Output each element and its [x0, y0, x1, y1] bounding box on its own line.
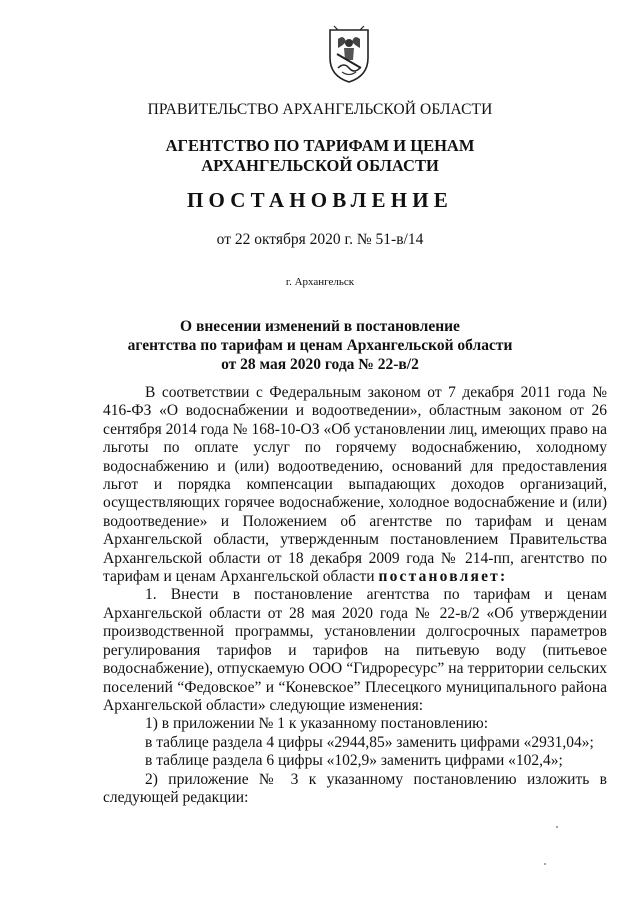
- document-subject: [0, 317, 640, 374]
- scan-speck: [556, 826, 558, 828]
- subject-line-2: агентства по тарифам и ценам Архангельской области: [127, 337, 513, 354]
- agency-title: [0, 136, 640, 176]
- item-1-2: 2) приложение № 3 к указанному постановлению изложить в следующей редакции:: [103, 770, 607, 806]
- document-body: [103, 384, 607, 807]
- document-type: ПОСТАНОВЛЕНИЕ: [186, 188, 454, 212]
- item-1-1: 1) в приложении № 1 к указанному постановлению:: [145, 715, 489, 733]
- scan-speck: [544, 863, 546, 865]
- item-1-1-b: в таблице раздела 6 цифры «102,9» заменить цифрами «102,4»;: [145, 752, 563, 770]
- agency-title-line-1: АГЕНТСТВО ПО ТАРИФАМ И ЦЕНАМ: [165, 136, 475, 155]
- preamble-paragraph: [103, 384, 607, 586]
- government-title: ПРАВИТЕЛЬСТВО АРХАНГЕЛЬСКОЙ ОБЛАСТИ: [147, 101, 493, 118]
- agency-title-line-2: АРХАНГЕЛЬСКОЙ ОБЛАСТИ: [201, 156, 439, 175]
- item-1-1-a: в таблице раздела 4 цифры «2944,85» заменить цифрами «2931,04»;: [145, 733, 594, 751]
- subject-line-1: О внесении изменений в постановление: [180, 318, 460, 335]
- coat-of-arms-icon: [324, 24, 374, 84]
- preamble-text: В соответствии с Федеральным законом от 7 декабря 2011 года № 416-ФЗ «О водоснабжении и водоотведении», областным законом от 26 сентября 2014 года № 168-10-ОЗ «Об установлении лиц, имеющих право на льготы по оплате услуг по горячему водоснабжению, холодному водоснабжению и (или) водоотведению, оснований для предоставления льгот и порядка компенсации выпадающих доходов организаций, осуществляющих горячее водоснабжение, холодное водоснабжение и (или) водоотведение» и Положением об агентстве по тарифам и ценам Архангельской области, утвержденным постановлением Правительства Архангельской области от 18 декабря 2009 года № 214-пп, агентство по тарифам и ценам Архангельской области: [103, 384, 607, 586]
- subject-line-3: от 28 мая 2020 года № 22-в/2: [221, 356, 419, 373]
- date-and-number: от 22 октября 2020 г. № 51-в/14: [216, 231, 424, 248]
- item-1: 1. Внести в постановление агентства по тарифам и ценам Архангельской области от 28 мая 2020 года № 22-в/2 «Об утверждении производственной программы, установлении долгосрочных параметров регулирования тарифов и тарифов на питьевую воду (питьевое водоснабжение), отпускаемую ООО “Гидроресурс” на территории сельских поселений “Федовское” и “Коневское” Плесецкого муниципального района Архангельской области» следующие изменения:: [103, 586, 607, 714]
- city-name: г. Архангельск: [285, 276, 355, 288]
- decree-word: постановляет:: [378, 568, 508, 586]
